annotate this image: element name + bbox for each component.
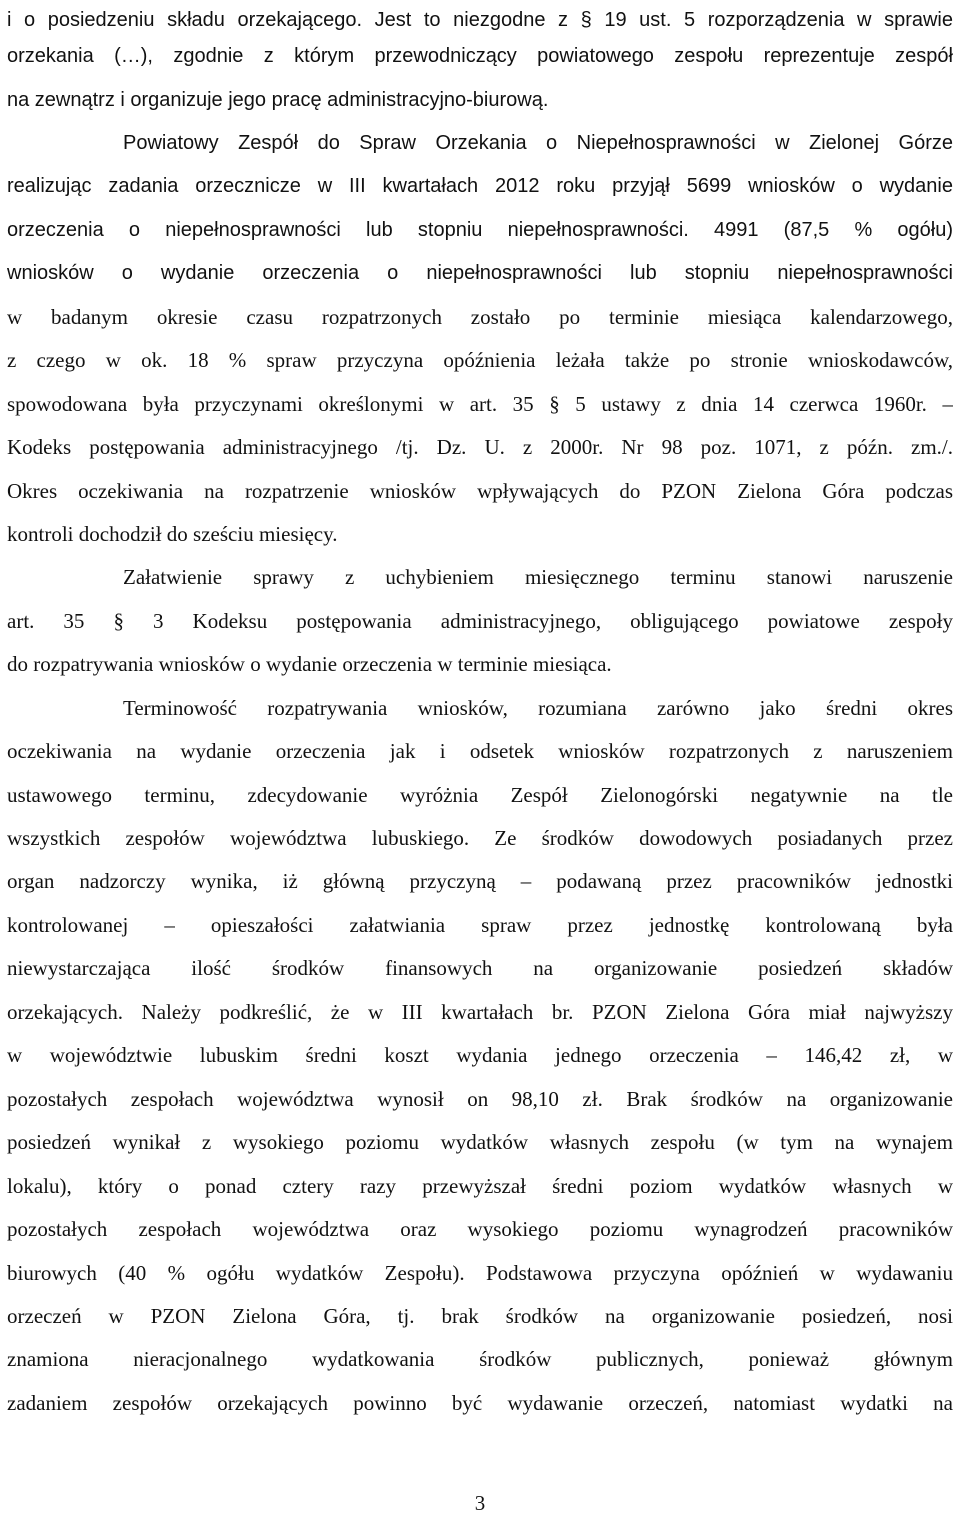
text-line: w województwie lubuskim średni koszt wydania jednego orzeczenia – 146,42 zł, w — [7, 1043, 953, 1067]
text-line: posiedzeń wynikał z wysokiego poziomu wydatków własnych zespołu (w tym na wynajem — [7, 1130, 953, 1154]
text-line: niewystarczająca ilość środków finansowych na organizowanie posiedzeń składów — [7, 956, 953, 980]
text-line: pozostałych zespołach województwa oraz wysokiego poziomu wynagrodzeń pracowników — [7, 1217, 953, 1241]
text-line: na zewnątrz i organizuje jego pracę administracyjno-biurową. — [7, 89, 549, 111]
text-line: z czego w ok. 18 % spraw przyczyna opóźnienia leżała także po stronie wnioskodawców, — [7, 348, 953, 372]
text-line: wniosków o wydanie orzeczenia o niepełnosprawności lub stopniu niepełnosprawności — [7, 262, 953, 284]
document-page — [7, 0, 953, 1521]
text-line: orzekania (…), zgodnie z którym przewodniczący powiatowego zespołu reprezentuje zespół — [7, 45, 953, 67]
text-line: pozostałych zespołach województwa wynosił on 98,10 zł. Brak środków na organizowanie — [7, 1087, 953, 1111]
text-line: do rozpatrywania wniosków o wydanie orzeczenia w terminie miesiąca. — [7, 652, 612, 676]
text-line: kontrolowanej – opieszałości załatwiania spraw przez jednostkę kontrolowaną była — [7, 913, 953, 937]
text-line: biurowych (40 % ogółu wydatków Zespołu). Podstawowa przyczyna opóźnień w wydawaniu — [7, 1261, 953, 1285]
text-line: realizując zadania orzecznicze w III kwartałach 2012 roku przyjął 5699 wniosków o wydanie — [7, 175, 953, 197]
text-line: wszystkich zespołów województwa lubuskiego. Ze środków dowodowych posiadanych przez — [7, 826, 953, 850]
text-line: oczekiwania na wydanie orzeczenia jak i odsetek wniosków rozpatrzonych z naruszeniem — [7, 739, 953, 763]
text-line: art. 35 § 3 Kodeksu postępowania administracyjnego, obligującego powiatowe zespoły — [7, 609, 953, 633]
text-line: znamiona nieracjonalnego wydatkowania środków publicznych, ponieważ głównym — [7, 1347, 953, 1371]
paragraph-start-line: Powiatowy Zespół do Spraw Orzekania o Niepełnosprawności w Zielonej Górze — [123, 132, 953, 154]
text-line: organ nadzorczy wynika, iż główną przyczyną – podawaną przez pracowników jednostki — [7, 869, 953, 893]
text-line: orzeczenia o niepełnosprawności lub stopniu niepełnosprawności. 4991 (87,5 % ogółu) — [7, 219, 953, 241]
page-number: 3 — [474, 1491, 486, 1515]
text-line: ustawowego terminu, zdecydowanie wyróżnia Zespół Zielonogórski negatywnie na tle — [7, 783, 953, 807]
text-line: orzeczeń w PZON Zielona Góra, tj. brak środków na organizowanie posiedzeń, nosi — [7, 1304, 953, 1328]
text-line: Okres oczekiwania na rozpatrzenie wniosków wpływających do PZON Zielona Góra podczas — [7, 479, 953, 503]
paragraph-start-line: Terminowość rozpatrywania wniosków, rozumiana zarówno jako średni okres — [123, 696, 953, 720]
text-line: kontroli dochodził do sześciu miesięcy. — [7, 522, 338, 546]
text-line: orzekających. Należy podkreślić, że w III kwartałach br. PZON Zielona Góra miał najwyższy — [7, 1000, 953, 1024]
text-line: spowodowana była przyczynami określonymi w art. 35 § 5 ustawy z dnia 14 czerwca 1960r. – — [7, 392, 953, 416]
text-line: i o posiedzeniu składu orzekającego. Jest to niezgodne z § 19 ust. 5 rozporządzenia w sprawie — [7, 9, 953, 31]
text-line: Kodeks postępowania administracyjnego /tj. Dz. U. z 2000r. Nr 98 poz. 1071, z późn. zm./. — [7, 435, 953, 459]
paragraph-start-line: Załatwienie sprawy z uchybieniem miesięcznego terminu stanowi naruszenie — [123, 565, 953, 589]
text-line: lokalu), który o ponad cztery razy przewyższał średni poziom wydatków własnych w — [7, 1174, 953, 1198]
text-line: zadaniem zespołów orzekających powinno być wydawanie orzeczeń, natomiast wydatki na — [7, 1391, 953, 1415]
text-line: w badanym okresie czasu rozpatrzonych zostało po terminie miesiąca kalendarzowego, — [7, 305, 953, 329]
